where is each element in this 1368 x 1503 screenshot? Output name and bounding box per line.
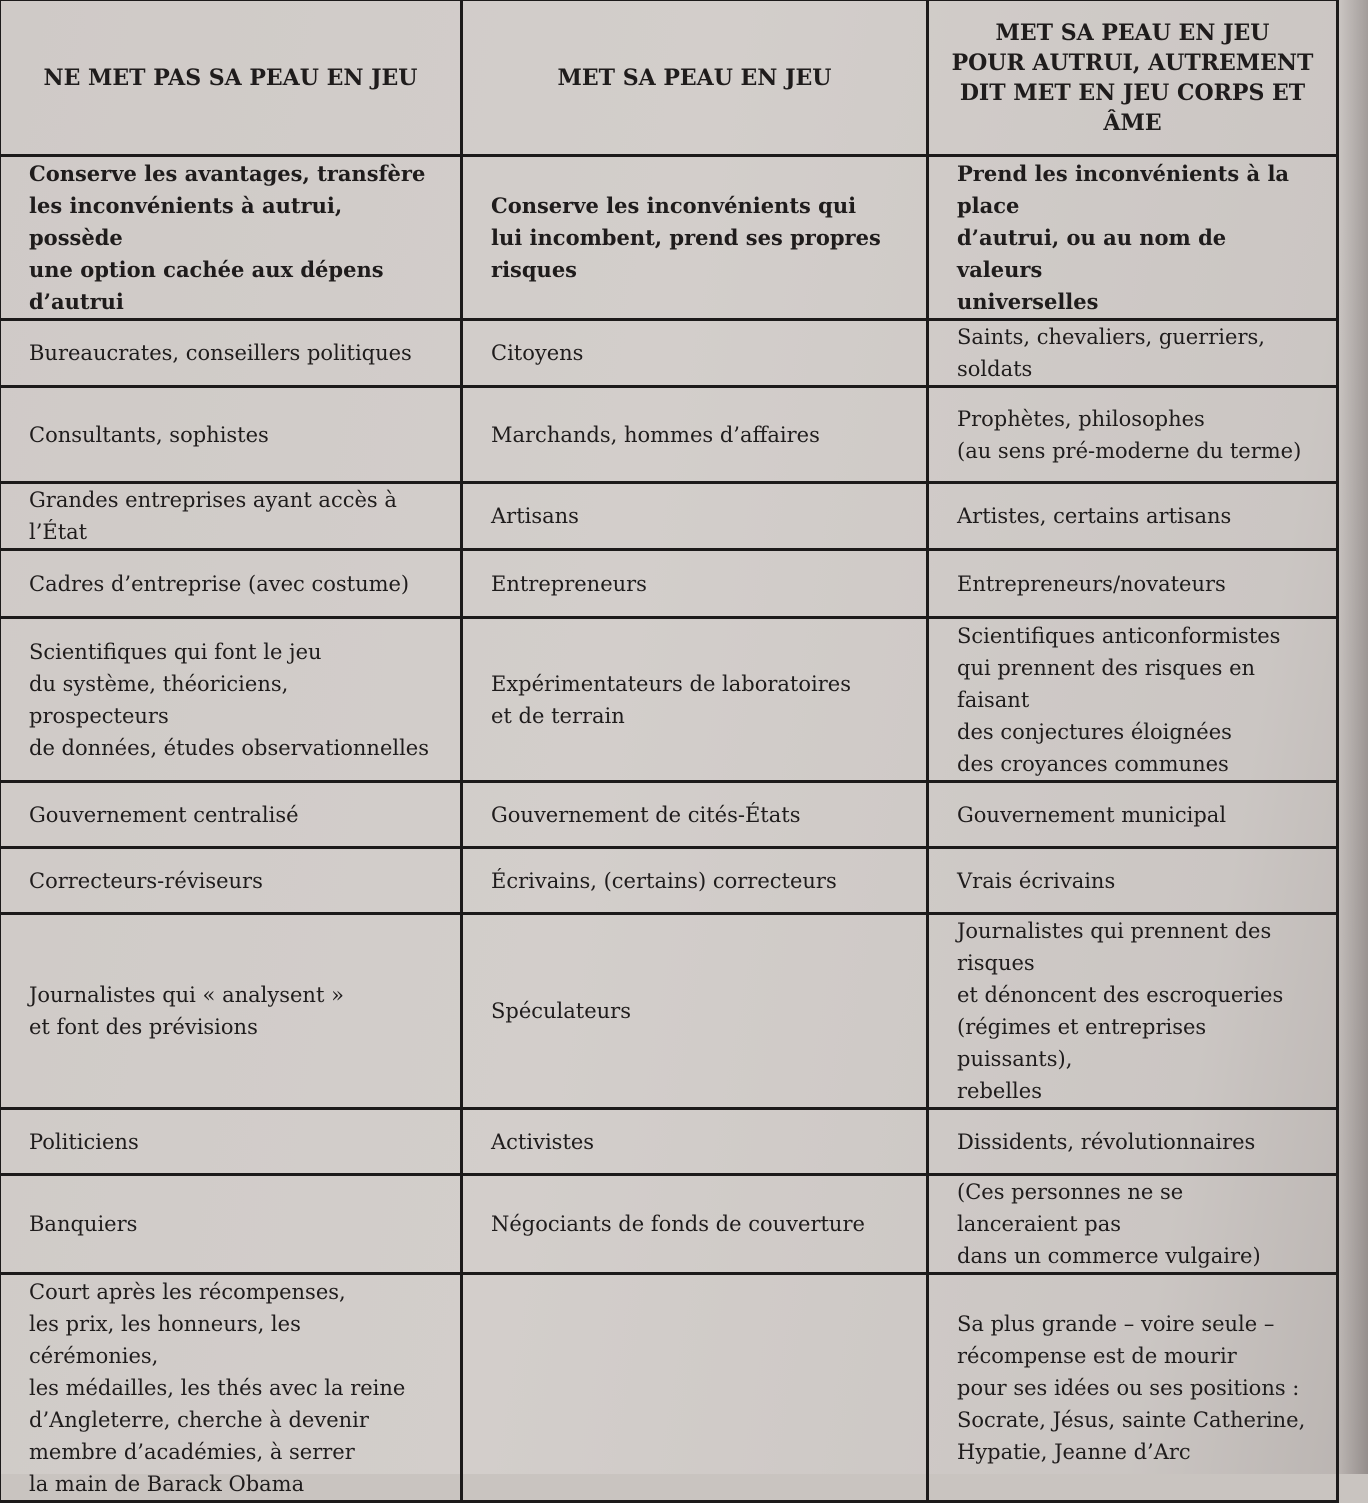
cell: Entrepreneurs	[462, 550, 928, 618]
table-row	[0, 156, 1338, 320]
cell: Banquiers	[0, 1175, 462, 1274]
header-skin: MET SA PEAU EN JEU	[462, 0, 928, 156]
table-row	[0, 1175, 1338, 1274]
cell: Écrivains, (certains) correcteurs	[462, 848, 928, 914]
cell: Politiciens	[0, 1109, 462, 1175]
cell: Correcteurs-réviseurs	[0, 848, 462, 914]
table-row	[0, 320, 1338, 387]
table-row	[0, 848, 1338, 914]
cell: Cadres d’entreprise (avec costume)	[0, 550, 462, 618]
cell: Gouvernement municipal	[928, 782, 1338, 848]
table-row	[0, 618, 1338, 782]
cell: Artisans	[462, 483, 928, 550]
table-row	[0, 387, 1338, 483]
header-row	[0, 0, 1338, 156]
table-row	[0, 483, 1338, 550]
cell	[462, 1274, 928, 1502]
table-row	[0, 1109, 1338, 1175]
cell: Conserve les inconvénients qui lui incombent, prend ses propres risques	[462, 156, 928, 320]
cell: Scientifiques qui font le jeu du système, théoriciens, prospecteurs de données, études observationnelles	[0, 618, 462, 782]
cell: Court après les récompenses, les prix, les honneurs, les cérémonies, les médailles, les thés avec la reine d’Angleterre, cherche à devenir membre d’académies, à serrer la main de Barack Obama	[0, 1274, 462, 1502]
cell: Saints, chevaliers, guerriers, soldats	[928, 320, 1338, 387]
cell: Prend les inconvénients à la place d’autrui, ou au nom de valeurs universelles	[928, 156, 1338, 320]
table-row	[0, 782, 1338, 848]
cell: Journalistes qui prennent des risques et dénoncent des escroqueries (régimes et entreprises puissants), rebelles	[928, 914, 1338, 1109]
page-spine-shadow	[1338, 0, 1368, 1474]
cell: Négociants de fonds de couverture	[462, 1175, 928, 1274]
table-row	[0, 1274, 1338, 1502]
cell: Consultants, sophistes	[0, 387, 462, 483]
cell: Activistes	[462, 1109, 928, 1175]
cell: Journalistes qui « analysent » et font des prévisions	[0, 914, 462, 1109]
cell: Vrais écrivains	[928, 848, 1338, 914]
cell: Dissidents, révolutionnaires	[928, 1109, 1338, 1175]
cell: (Ces personnes ne se lanceraient pas dans un commerce vulgaire)	[928, 1175, 1338, 1274]
cell: Entrepreneurs/novateurs	[928, 550, 1338, 618]
cell: Conserve les avantages, transfère les inconvénients à autrui, possède une option cachée aux dépens d’autrui	[0, 156, 462, 320]
table-row	[0, 550, 1338, 618]
cell: Gouvernement centralisé	[0, 782, 462, 848]
cell: Gouvernement de cités-États	[462, 782, 928, 848]
cell: Artistes, certains artisans	[928, 483, 1338, 550]
cell: Spéculateurs	[462, 914, 928, 1109]
cell: Marchands, hommes d’affaires	[462, 387, 928, 483]
cell: Citoyens	[462, 320, 928, 387]
cell: Prophètes, philosophes (au sens pré-moderne du terme)	[928, 387, 1338, 483]
cell: Grandes entreprises ayant accès à l’État	[0, 483, 462, 550]
cell: Sa plus grande – voire seule – récompense est de mourir pour ses idées ou ses positions : Socrate, Jésus, sainte Catherine, Hypatie, Jeanne d’Arc	[928, 1274, 1338, 1502]
cell: Bureaucrates, conseillers politiques	[0, 320, 462, 387]
table-row	[0, 914, 1338, 1109]
cell: Expérimentateurs de laboratoires et de terrain	[462, 618, 928, 782]
header-no-skin: NE MET PAS SA PEAU EN JEU	[0, 0, 462, 156]
cell: Scientifiques anticonformistes qui prennent des risques en faisant des conjectures éloignées des croyances communes	[928, 618, 1338, 782]
header-soul: MET SA PEAU EN JEU POUR AUTRUI, AUTREMENT DIT MET EN JEU CORPS ET ÂME	[928, 0, 1338, 156]
